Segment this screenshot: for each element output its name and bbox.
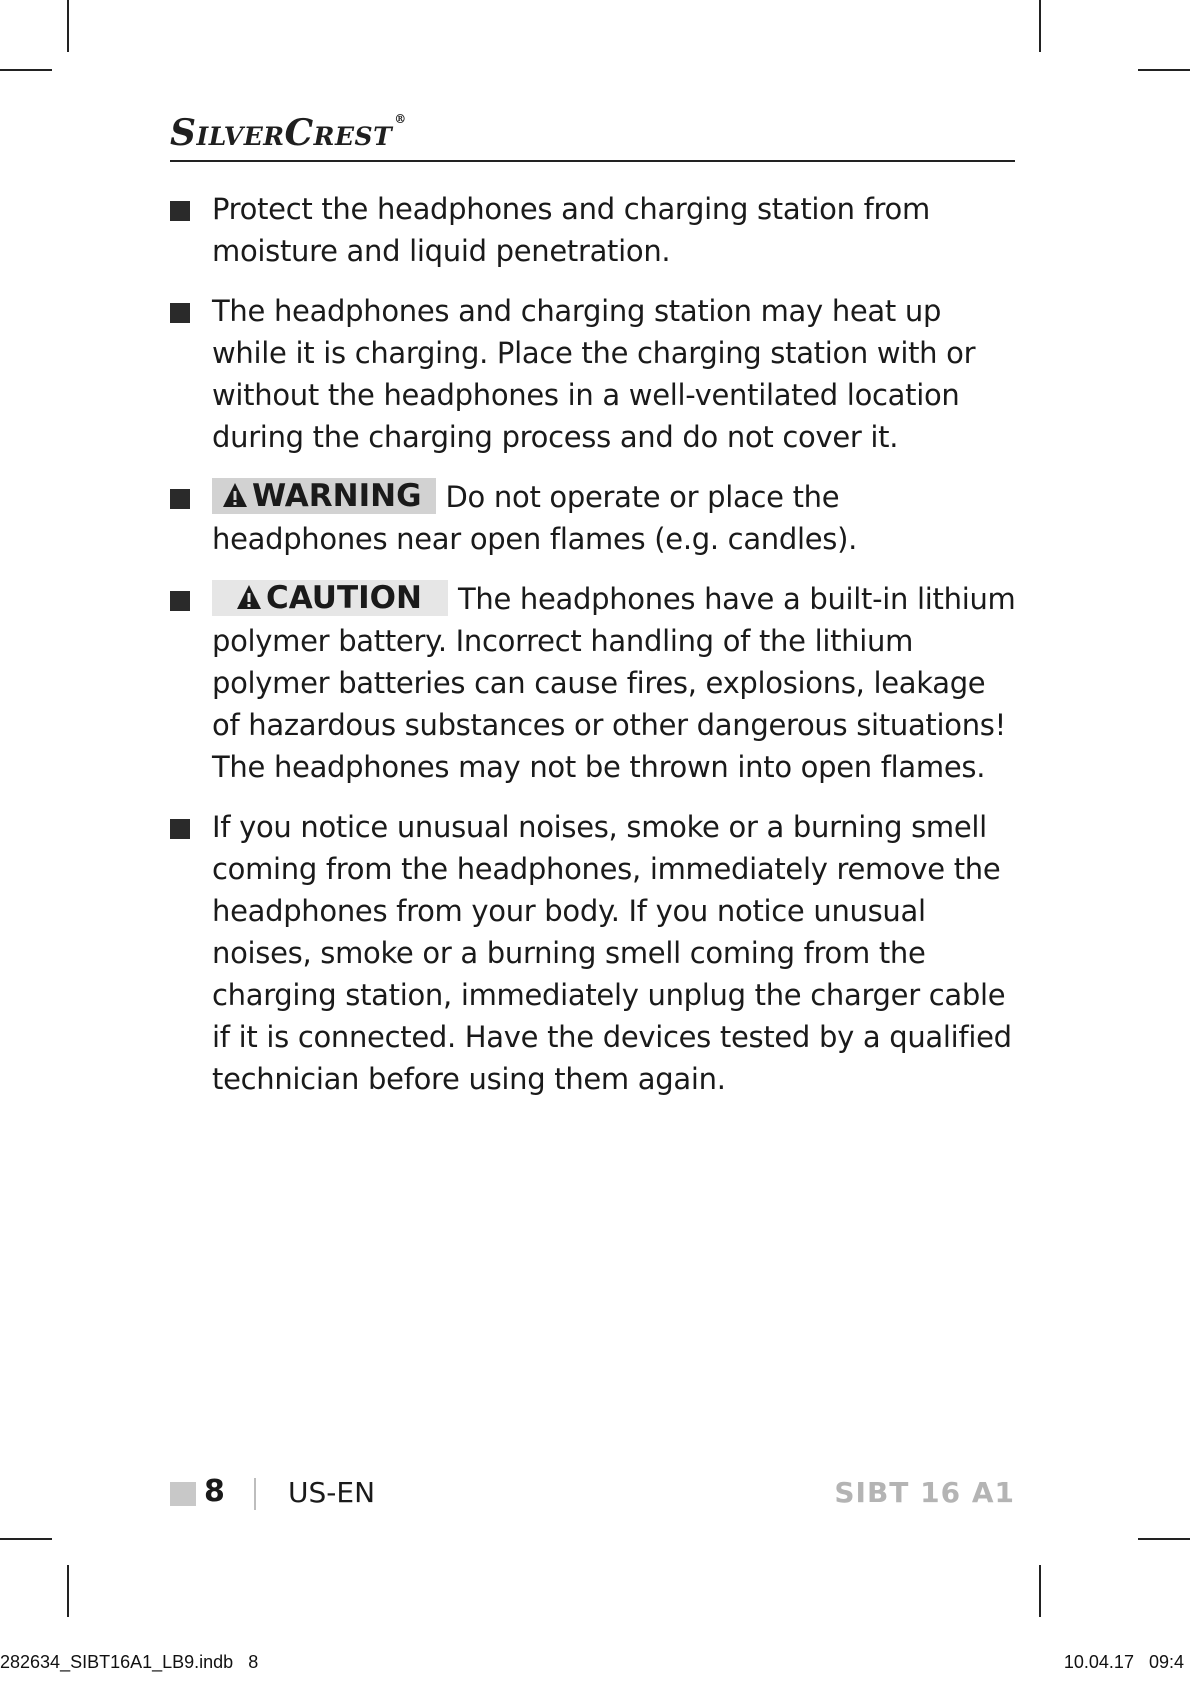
bullet-square-icon [170, 201, 190, 221]
bullet-square-icon [170, 819, 190, 839]
print-file-name: 282634_SIBT16A1_LB9.indb 8 [0, 1652, 259, 1672]
crop-mark [67, 1565, 69, 1617]
item-text: The headphones have a built-in lithium polymer battery. Incorrect handling of the lithium polymer batteries can cause fires, explosions, leakage of hazardous substances or other dangerous situations! The headphones may not be thrown into open flames. [212, 582, 1016, 784]
crop-mark [1138, 69, 1190, 71]
crop-mark [1039, 1565, 1041, 1617]
bullet-square-icon [170, 591, 190, 611]
item-text: The headphones and charging station may heat up while it is charging. Place the charging station with or without the headphones in a well-ventilated location during the charging process and do not cover it. [212, 294, 976, 454]
crop-mark [1039, 0, 1041, 52]
list-item [170, 476, 1020, 560]
list-item [170, 188, 1020, 272]
brand-logo [170, 112, 407, 154]
registered-mark: ® [394, 112, 407, 126]
list-item [170, 578, 1020, 788]
page-number: 8 [204, 1474, 225, 1509]
page-footer [170, 1474, 1015, 1514]
caution-label-text: CAUTION [266, 580, 422, 616]
crop-mark [0, 69, 52, 71]
warning-triangle-icon [222, 482, 248, 508]
crop-mark [67, 0, 69, 52]
footer-square-icon [170, 1482, 196, 1506]
crop-mark [1138, 1538, 1190, 1540]
warning-triangle-icon [236, 584, 262, 610]
footer-divider [254, 1478, 256, 1510]
list-item [170, 806, 1020, 1100]
item-text: Do not operate or place the headphones near open flames (e.g. candles). [212, 480, 858, 556]
crop-mark [0, 1538, 52, 1540]
print-timestamp: 10.04.17 09:4 [1063, 1652, 1184, 1672]
model-number: SIBT 16 A1 [834, 1476, 1015, 1509]
list-item [170, 290, 1020, 458]
item-text: Protect the headphones and charging station from moisture and liquid penetration. [212, 192, 930, 268]
warning-label [212, 478, 436, 514]
safety-list [170, 188, 1020, 1118]
caution-label [212, 580, 448, 616]
item-text: If you notice unusual noises, smoke or a burning smell coming from the headphones, immediately remove the headphones from your body. If you notice unusual noises, smoke or a burning smell coming from the charging station, immediately unplug the charger cable if it is connected. Have the devices tested by a qualified technician before using them again. [212, 810, 1012, 1096]
header-rule [170, 160, 1015, 162]
brand-name: SilverCrest [170, 112, 393, 154]
bullet-square-icon [170, 303, 190, 323]
warning-label-text: WARNING [252, 478, 422, 514]
bullet-square-icon [170, 489, 190, 509]
language-code: US-EN [288, 1476, 376, 1509]
